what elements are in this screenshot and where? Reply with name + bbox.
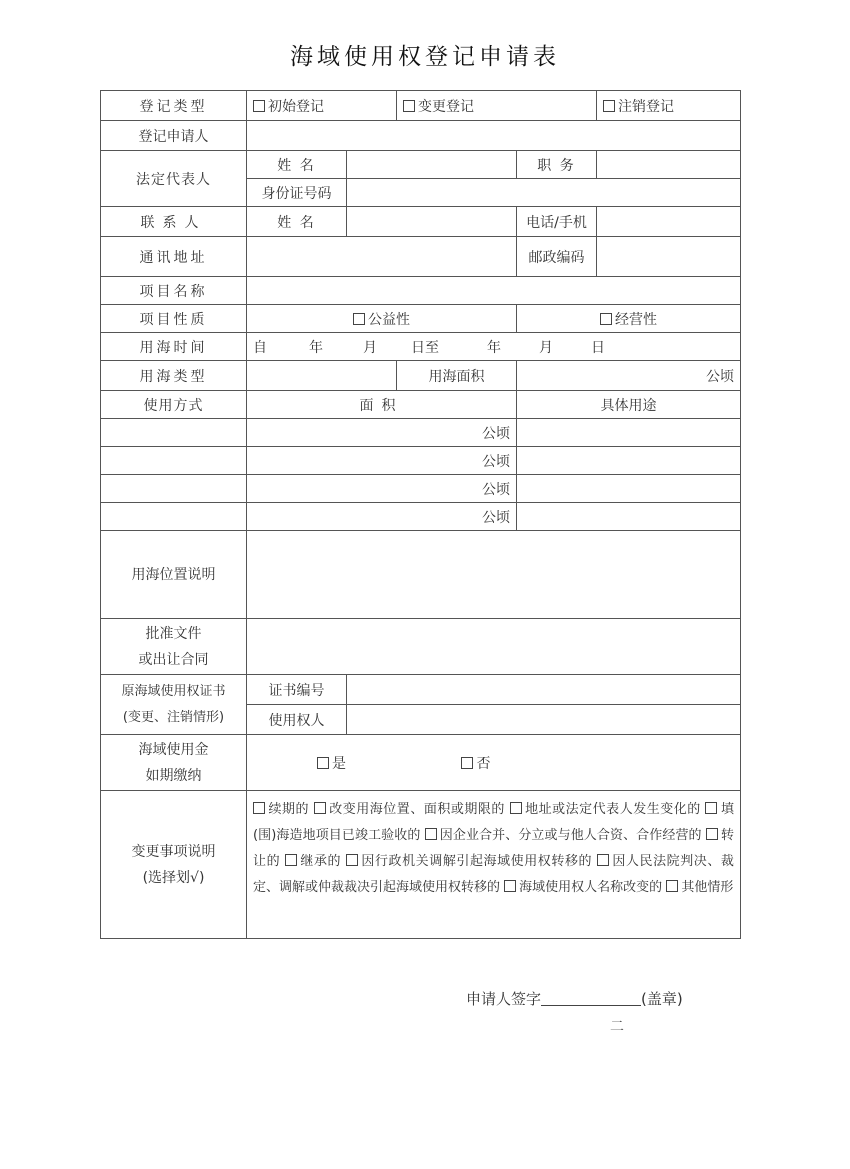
checkbox-icon[interactable] xyxy=(510,802,522,814)
stamp-mark: 二 xyxy=(610,1019,624,1035)
contact-name-label: 姓 名 xyxy=(247,207,347,237)
row-approval xyxy=(101,619,741,675)
use-mode-row xyxy=(101,419,741,447)
change-item[interactable]: 继承的 xyxy=(285,854,341,869)
signature-field[interactable] xyxy=(541,991,641,1006)
change-item[interactable]: 其他情形 xyxy=(666,880,733,895)
legal-rep-position-label: 职 务 xyxy=(517,151,597,179)
checkbox-icon[interactable] xyxy=(285,854,297,866)
use-area-field[interactable]: 公顷 xyxy=(247,503,517,531)
fee-label: 海域使用金 如期缴纳 xyxy=(101,735,247,791)
nature-option-public[interactable]: 公益性 xyxy=(247,305,517,333)
checkbox-icon[interactable] xyxy=(253,100,265,112)
contact-phone-label: 电话/手机 xyxy=(517,207,597,237)
row-location xyxy=(101,531,741,619)
nature-option-commercial[interactable]: 经营性 xyxy=(517,305,741,333)
sea-area-label: 用海面积 xyxy=(397,361,517,391)
sea-area-field[interactable]: 公顷 xyxy=(517,361,741,391)
holder-field[interactable] xyxy=(347,705,741,735)
reg-type-option-change[interactable]: 变更登记 xyxy=(397,91,597,121)
checkbox-icon[interactable] xyxy=(706,828,718,840)
address-field[interactable] xyxy=(247,237,517,277)
contact-name-field[interactable] xyxy=(347,207,517,237)
change-item[interactable]: 转让的 xyxy=(253,828,734,869)
use-mode-label: 使用方式 xyxy=(101,391,247,419)
use-mode-row xyxy=(101,475,741,503)
row-use-mode-header xyxy=(101,391,741,419)
legal-rep-id-label: 身份证号码 xyxy=(247,179,347,207)
row-sea-time xyxy=(101,333,741,361)
legal-rep-name-field[interactable] xyxy=(347,151,517,179)
fee-option-yes[interactable]: 是 xyxy=(317,753,457,773)
row-project-nature xyxy=(101,305,741,333)
use-purpose-field[interactable] xyxy=(517,475,741,503)
row-fee xyxy=(101,735,741,791)
postcode-field[interactable] xyxy=(597,237,741,277)
row-project-name xyxy=(101,277,741,305)
fee-options xyxy=(247,735,741,791)
registration-form-table xyxy=(100,90,741,939)
address-label: 通讯地址 xyxy=(101,237,247,277)
change-item[interactable]: 地址或法定代表人发生变化的 xyxy=(510,802,701,817)
use-purpose-field[interactable] xyxy=(517,419,741,447)
use-mode-field[interactable] xyxy=(101,503,247,531)
sea-time-field[interactable]: 自 年 月 日至 年 月 日 xyxy=(247,333,741,361)
holder-label: 使用权人 xyxy=(247,705,347,735)
use-mode-row xyxy=(101,447,741,475)
project-name-label: 项目名称 xyxy=(101,277,247,305)
checkbox-icon[interactable] xyxy=(603,100,615,112)
use-mode-field[interactable] xyxy=(101,475,247,503)
approval-label: 批准文件 或出让合同 xyxy=(101,619,247,675)
applicant-field[interactable] xyxy=(247,121,741,151)
project-nature-label: 项目性质 xyxy=(101,305,247,333)
reg-type-option-initial[interactable]: 初始登记 xyxy=(247,91,397,121)
change-item[interactable]: 因企业合并、分立或与他人合资、合作经营的 xyxy=(425,828,702,843)
checkbox-icon[interactable] xyxy=(425,828,437,840)
seal-label: (盖章) xyxy=(641,990,683,1008)
checkbox-icon[interactable] xyxy=(403,100,415,112)
postcode-label: 邮政编码 xyxy=(517,237,597,277)
sea-time-label: 用海时间 xyxy=(101,333,247,361)
use-purpose-field[interactable] xyxy=(517,503,741,531)
checkbox-icon[interactable] xyxy=(666,880,678,892)
checkbox-icon[interactable] xyxy=(346,854,358,866)
location-field[interactable] xyxy=(247,531,741,619)
orig-cert-label: 原海域使用权证书 (变更、注销情形) xyxy=(101,675,247,735)
fee-option-no[interactable]: 否 xyxy=(461,753,490,773)
use-area-header: 面积 xyxy=(247,391,517,419)
checkbox-icon[interactable] xyxy=(461,757,473,769)
checkbox-icon[interactable] xyxy=(314,802,326,814)
checkbox-icon[interactable] xyxy=(353,313,365,325)
signature-label: 申请人签字 xyxy=(466,990,542,1008)
legal-rep-name-label: 姓 名 xyxy=(247,151,347,179)
sea-type-field[interactable] xyxy=(247,361,397,391)
cert-no-field[interactable] xyxy=(347,675,741,705)
row-orig-cert-1 xyxy=(101,675,741,705)
use-area-field[interactable]: 公顷 xyxy=(247,475,517,503)
use-purpose-field[interactable] xyxy=(517,447,741,475)
legal-rep-label: 法定代表人 xyxy=(101,151,247,207)
use-area-field[interactable]: 公顷 xyxy=(247,419,517,447)
change-item[interactable]: 改变用海位置、面积或期限的 xyxy=(314,802,505,817)
checkbox-icon[interactable] xyxy=(600,313,612,325)
reg-type-label: 登记类型 xyxy=(101,91,247,121)
contact-label: 联系人 xyxy=(101,207,247,237)
row-sea-type xyxy=(101,361,741,391)
change-item[interactable]: 海域使用权人名称改变的 xyxy=(504,880,662,895)
row-legal-rep-1 xyxy=(101,151,741,179)
use-mode-row xyxy=(101,503,741,531)
signature-line xyxy=(466,988,683,1009)
legal-rep-id-field[interactable] xyxy=(347,179,741,207)
use-area-field[interactable]: 公顷 xyxy=(247,447,517,475)
contact-phone-field[interactable] xyxy=(597,207,741,237)
form-title: 海域使用权登记申请表 xyxy=(290,44,560,70)
row-contact xyxy=(101,207,741,237)
checkbox-icon[interactable] xyxy=(504,880,516,892)
use-mode-field[interactable] xyxy=(101,447,247,475)
applicant-label: 登记申请人 xyxy=(101,121,247,151)
sea-type-label: 用海类型 xyxy=(101,361,247,391)
cert-no-label: 证书编号 xyxy=(247,675,347,705)
change-item[interactable]: 填(围)海造地项目已竣工验收的 xyxy=(253,802,734,843)
change-item[interactable]: 因人民法院判决、裁定、调解或仲裁裁决引起海域使用权转移的 xyxy=(253,854,734,895)
approval-field[interactable] xyxy=(247,619,741,675)
change-label: 变更事项说明 (选择划√) xyxy=(101,791,247,939)
project-name-field[interactable] xyxy=(247,277,741,305)
row-change xyxy=(101,791,741,939)
use-mode-field[interactable] xyxy=(101,419,247,447)
change-item[interactable]: 因行政机关调解引起海域使用权转移的 xyxy=(346,854,592,869)
row-address xyxy=(101,237,741,277)
legal-rep-position-field[interactable] xyxy=(597,151,741,179)
change-item[interactable]: 续期的 xyxy=(253,802,309,817)
checkbox-icon[interactable] xyxy=(317,757,329,769)
reg-type-option-cancel[interactable]: 注销登记 xyxy=(597,91,741,121)
location-label: 用海位置说明 xyxy=(101,531,247,619)
checkbox-icon[interactable] xyxy=(705,802,717,814)
row-reg-type xyxy=(101,91,741,121)
change-items xyxy=(247,791,741,939)
row-applicant xyxy=(101,121,741,151)
checkbox-icon[interactable] xyxy=(597,854,609,866)
use-purpose-header: 具体用途 xyxy=(517,391,741,419)
checkbox-icon[interactable] xyxy=(253,802,265,814)
